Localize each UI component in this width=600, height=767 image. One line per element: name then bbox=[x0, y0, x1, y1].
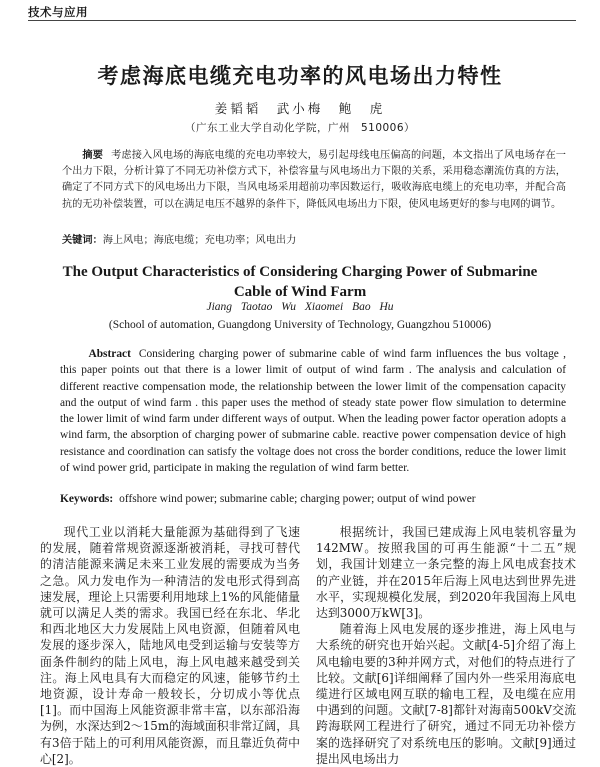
title-english: The Output Characteristics of Considering Charging Power of Submarine Cable of Wind Farm bbox=[62, 264, 538, 300]
abstract-chinese-text: 考虑接入风电场的海底电缆的充电功率较大，易引起母线电压偏高的问题，本文指出了风电场存在一个出力下限，分析计算了不同无功补偿方式下，补偿容量与风电场出力下限的关系，采用稳态潮流仿真的方法，确定了不同方式下的风电场出力下限，当风电场采用超前功率因数运行，吸收海底电缆上的充电功率，并配合高抗的无功补偿装置，可以在满足电压不越界的条件下，降低风电场出力下限，使风电场更好的参与电网的调节。 bbox=[62, 150, 566, 210]
keywords-chinese-label: 关键词： bbox=[62, 235, 103, 246]
authors-chinese: 姜韬韬 武小梅 鲍 虎 bbox=[214, 101, 386, 116]
body-paragraph: 现代工业以消耗大量能源为基础得到了飞速的发展，随着常规资源逐渐被消耗，寻找可替代的清洁能源来满足未来工业发展的需要成为当务之急。风力发电作为一种清洁的发电形式得到高速发展，理论上只需要利用地球上1%的风能储量就可以满足人类的需求。我国已经在东北、华北和西北地区大力发展陆上风电资源，但随着风电发展的逐步深入，陆地风电受到运输与安装等方面条件制约的陆上风电，海上风电越来越受到关注。海上风电具有大而稳定的风速，能够节约土地资源，设计寿命一般较长，分切成小等优点[1]。而中国海上风能资源非常丰富，以东部沿海为例，水深达到2～15m的海域面积非常辽阔，具有3倍于陆上的可利用风能资源，而且靠近负荷中心[2]。 bbox=[40, 525, 300, 766]
body-paragraph: 根据统计，我国已建成海上风电装机容量为142MW。按照我国的可再生能源“十二五”规划，我国计划建立一条完整的海上风电成套技术的产业链，并在2015年后海上风电达到世界先进水平，实现规模化发展，到2020年我国海上风电达到3000万kW[3]。 bbox=[316, 525, 576, 621]
keywords-chinese-text: 海上风电；海底电缆；充电功率；风电出力 bbox=[102, 235, 297, 246]
authors-english: Jiang Taotao Wu Xiaomei Bao Hu bbox=[206, 301, 394, 313]
running-header bbox=[28, 4, 576, 21]
affiliation-english: (School of automation, Guangdong University of Technology, Guangzhou 510006) bbox=[108, 319, 492, 331]
title-chinese: 考虑海底电缆充电功率的风电场出力特性 bbox=[97, 64, 503, 88]
abstract-chinese bbox=[62, 148, 566, 213]
body-column-left bbox=[40, 524, 300, 767]
abstract-chinese-label: 摘要 bbox=[82, 150, 104, 161]
keywords-english-label: Keywords: bbox=[60, 493, 114, 505]
abstract-english bbox=[60, 346, 566, 476]
affiliation-chinese: （广东工业大学自动化学院，广州 510006） bbox=[184, 122, 416, 134]
abstract-english-text: Considering charging power of submarine cable of wind farm influences the bus voltage , this paper points out that there is a lower limit of output of wind farm . The analysis and calculation of different reactive compensation mode, the relationship between the lower limit of the compensation capacity and the output of wind farm . this paper uses the method of steady state power flow simulation to determine the lower limit of wind farm under different ways of output. When the leading power factor operation adopts a wind farm, the absorption of charging power of submarine cable. reactive power compensation device of high resistance and coordination can satisfy the voltage does not cross the border conditions, reduce the lower limit of wind power grid, participate in making the regulation of wind farm better. bbox=[60, 348, 566, 475]
body-paragraph: 随着海上风电发展的逐步推进，海上风电与大系统的研究也开始兴起。文献[4-5]介绍了海上风电输电要的3种并网方式，对他们的特点进行了比较。文献[6]详细阐释了国内外一些采用海底电缆进行区域电网互联的输电工程，及电缆在应用中遇到的问题。文献[7-8]都针对海南500kV交流跨海联网工程进行了研究，通过不同无功补偿方案的选择研究了对系统电压的影响。文献[9]通过提出风电场出力 bbox=[316, 622, 576, 766]
body-column-right bbox=[316, 524, 576, 767]
keywords-english bbox=[60, 491, 566, 507]
abstract-english-label: Abstract bbox=[88, 348, 131, 360]
keywords-chinese bbox=[62, 233, 566, 249]
section-label: 技术与应用 bbox=[28, 4, 94, 20]
keywords-english-text: offshore wind power; submarine cable; charging power; output of wind power bbox=[119, 493, 476, 505]
